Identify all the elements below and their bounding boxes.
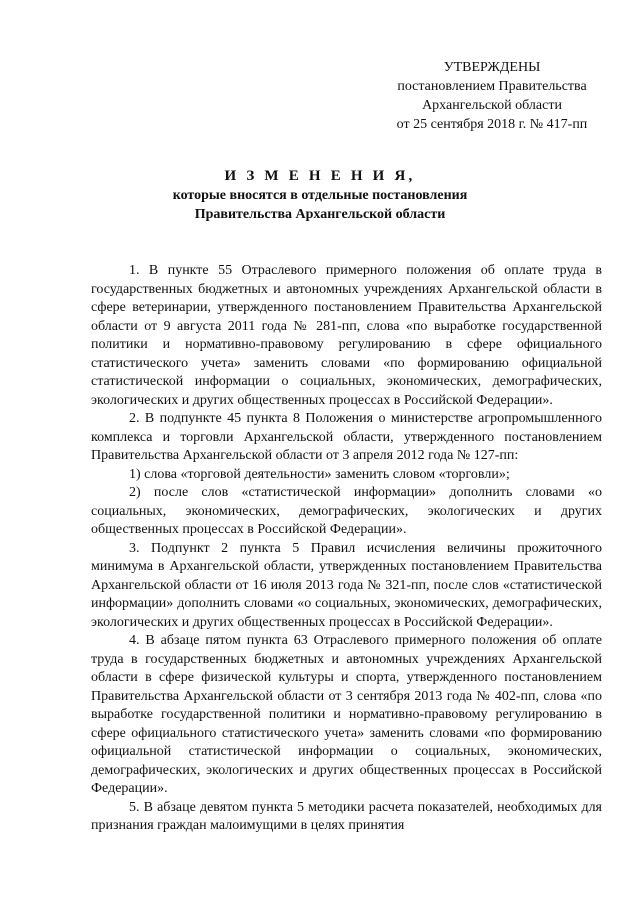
- paragraph-4: 4. В абзаце пятом пункта 63 Отраслевого примерного положения об оплате труда в государственных бюджетных и автономных учреждениях Архангельской области в сфере физической культуры и спорта, утвержденного постановлением Правительства Архангельской области от 3 сентября 2013 года № 402-пп, слова «по выработке государственной политики и нормативно-правовому регулированию в сфере официального статистического учета» заменить словами «по формированию официальной статистической информации о социальных, экономических, демографических, экологических и других общественных процессах в Российской Федерации».: [91, 633, 602, 796]
- approval-date-number: от 25 сентября 2018 г. № 417-пп: [396, 117, 588, 132]
- paragraph-2-item-2: 2) после слов «статистической информации» дополнить словами «о социальных, экономических, демографических, экологических и других общественных процессах в Российской Федерации».: [91, 485, 602, 537]
- approval-stamp: [374, 58, 610, 134]
- title-heading: И З М Е Н Е Н И Я,: [224, 168, 416, 184]
- document-body: [91, 262, 602, 836]
- paragraph-5: 5. В абзаце девятом пункта 5 методики расчета показателей, необходимых для признания граждан малоимущими в целях принятия: [91, 799, 602, 833]
- paragraph-3: 3. Подпункт 2 пункта 5 Правил исчисления величины прожиточного минимума в Архангельской области, утвержденных постановлением Правительства Архангельской области от 16 июля 2013 года № 321-пп, после слов «статистической информации» дополнить словами «о социальных, экономических, демографических, экологических и других общественных процессах в Российской Федерации».: [91, 540, 602, 630]
- document-title: [0, 167, 640, 224]
- approval-line: Архангельской области: [422, 98, 562, 113]
- approval-line: постановлением Правительства: [397, 79, 587, 94]
- title-subtitle: Правительства Архангельской области: [194, 207, 446, 222]
- paragraph-2: 2. В подпункте 45 пункта 8 Положения о министерстве агропромышленного комплекса и торговли Архангельской области, утвержденного постановлением Правительства Архангельской области от 3 апреля 2012 года № 127-пп:: [91, 411, 602, 463]
- paragraph-1: 1. В пункте 55 Отраслевого примерного положения об оплате труда в государственных бюджетных и автономных учреждениях Архангельской области в сфере ветеринарии, утвержденного постановлением Правительства Архангельской области от 9 августа 2011 года № 281-пп, слова «по выработке государственной политики и нормативно-правовому регулированию в сфере официального статистического учета» заменить словами «по формированию официальной статистической информации о социальных, экономических, демографических, экологических и других общественных процессах в Российской Федерации».: [91, 263, 602, 408]
- title-subtitle: которые вносятся в отдельные постановления: [172, 188, 468, 203]
- approval-heading: УТВЕРЖДЕНЫ: [443, 60, 541, 75]
- paragraph-2-item-1: 1) слова «торговой деятельности» заменить словом «торговли»;: [129, 466, 510, 482]
